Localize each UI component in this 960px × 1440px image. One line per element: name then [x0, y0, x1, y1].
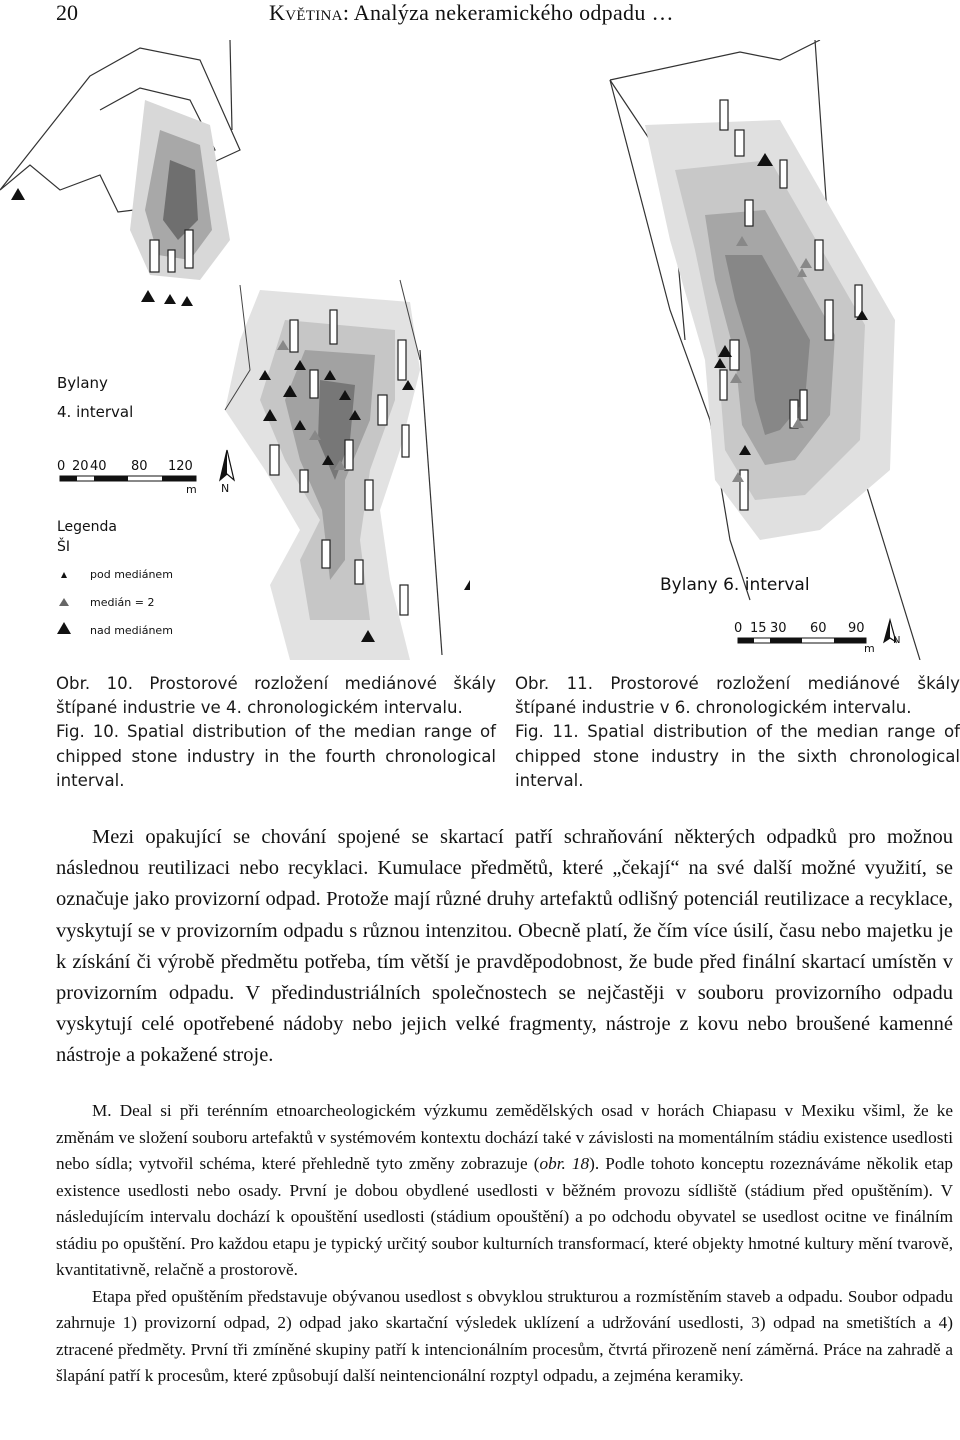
figure-label: Bylany 6. interval [660, 575, 810, 595]
caption-czech: Obr. 11. Prostorové rozložení mediánové škály štípané industrie v 6. chronologickém intervalu. [515, 674, 960, 718]
north-label: N [221, 482, 230, 495]
scale-bar [734, 621, 875, 655]
legend-title: Legenda [57, 519, 118, 535]
scale-unit: m [864, 642, 875, 655]
scale-tick: 20 [72, 459, 89, 474]
distribution-zones [130, 100, 420, 660]
legend-subtitle: ŠI [57, 539, 71, 555]
scale-tick: 15 [750, 621, 767, 636]
scale-tick: 60 [810, 621, 827, 636]
running-header [56, 0, 906, 30]
legend-item: pod mediánem [90, 568, 173, 581]
scale-tick: 80 [131, 459, 148, 474]
north-label: N [893, 635, 901, 646]
body-paragraph-1 [56, 822, 953, 1072]
large-triangle-icon [57, 622, 71, 634]
paragraph-2-text-b: ). Podle tohoto konceptu rozeznáváme několik etap existence usedlosti nebo osady. První je dobou obydlené usedlosti v běžném provozu sídliště (stádium před opuštěním). V následujícím intervalu dochází k opouštění usedlosti (stádium opouštění) a po odchodu obyvatel se usedlost ocitne ve finálním stádiu po opuštění. Pro každou etapu je typický určitý soubor kulturních transformací, které objekty hmotné kultury mění tvarově, kvantitativně, relačně a prostorově. [56, 1154, 953, 1279]
paragraph-text: Mezi opakující se chování spojené se skartací patří schraňování některých odpadků pro možnou následnou reutilizaci nebo recyklaci. Kumulace předmětů, které „čekají“ na své další možné využití, se označuje jako provizorní odpad. Protože mají různé druhy artefaktů odlišný potenciál reutilizace a recyklace, vyskytují se v provizorním odpadu s různou intenzitou. Obecně platí, že čím více úsilí, času nebo majetku je k získání či výrobě předmětu potřeba, tím větší je pravděpodobnost, že bude před finální skartací umístěn v provizorním odpadu. V předindustriálních společnostech se nejčastěji v souboru provizorního odpadu vyskytují celé opotřebené nádoby nebo jejich velké fragmenty, nástroje z kovu nebo broušené kamenné nástroje a pokažené stroje. [56, 826, 953, 1067]
scale-tick: 40 [90, 459, 107, 474]
distribution-zones [645, 120, 895, 540]
caption-english: Fig. 10. Spatial distribution of the median range of chipped stone industry in the fourth chronological interval. [56, 722, 496, 790]
figure-reference: obr. 18 [539, 1154, 590, 1173]
article-title: : Analýza nekeramického odpadu … [342, 0, 674, 25]
site-label: Bylany [57, 374, 108, 392]
caption-english: Fig. 11. Spatial distribution of the median range of chipped stone industry in the sixth chronological interval. [515, 722, 960, 790]
legend-item: nad mediánem [90, 624, 173, 637]
scale-bar [57, 459, 197, 496]
interval-label: 4. interval [57, 403, 134, 421]
body-paragraphs-small [56, 1098, 953, 1390]
map-figure-11 [480, 40, 960, 660]
author-name: Květina [269, 0, 343, 25]
figure-11-caption [515, 672, 960, 793]
figure-10-caption [56, 672, 496, 793]
small-triangle-icon [61, 572, 67, 578]
scale-tick: 0 [734, 621, 743, 636]
page-number: 20 [56, 0, 78, 25]
paragraph-3: Etapa před opuštěním představuje obývanou usedlost s obvyklou strukturou a rozmístěním staveb a odpadu. Soubor odpadu zahrnuje 1) provizorní odpad, 2) odpad jako skartační výsledek uklízení a udržování usedlosti, 3) odpad na smetištích a 4) ztracené předměty. První tři zmíněné skupiny patří k intencionálním procesům, čtvrtá přirozeně není záměrná. Práce na zahradě a šlapání patří k procesům, které způsobují další neintencionální rozptyl odpadu, a zejména keramiky. [56, 1286, 953, 1385]
running-title [269, 0, 674, 26]
paragraph-2-text-a: M. Deal si při terénním etnoarcheologickém výzkumu zemědělských osad v horách Chiapasu v Mexiku všiml, že ke změnám ve složení souboru artefaktů v systémovém kontextu dochází také v závislosti na momentálním stádiu existence usedlosti nebo sídla; vytvořil schéma, které přehledně tyto změny zobrazuje ( [56, 1101, 953, 1173]
scale-tick: 0 [57, 459, 66, 474]
paragraph-2 [56, 1098, 953, 1284]
north-arrow-icon [884, 620, 900, 646]
scale-tick: 30 [770, 621, 787, 636]
legend [57, 519, 173, 637]
map-figure-10 [0, 40, 470, 660]
medium-triangle-icon [59, 598, 69, 606]
caption-czech: Obr. 10. Prostorové rozložení mediánové škály štípané industrie ve 4. chronologickém intervalu. [56, 674, 496, 718]
north-arrow-icon [220, 450, 234, 495]
scale-tick: 90 [848, 621, 865, 636]
scale-unit: m [186, 483, 197, 496]
legend-item: medián = 2 [90, 596, 155, 609]
scale-tick: 120 [168, 459, 193, 474]
